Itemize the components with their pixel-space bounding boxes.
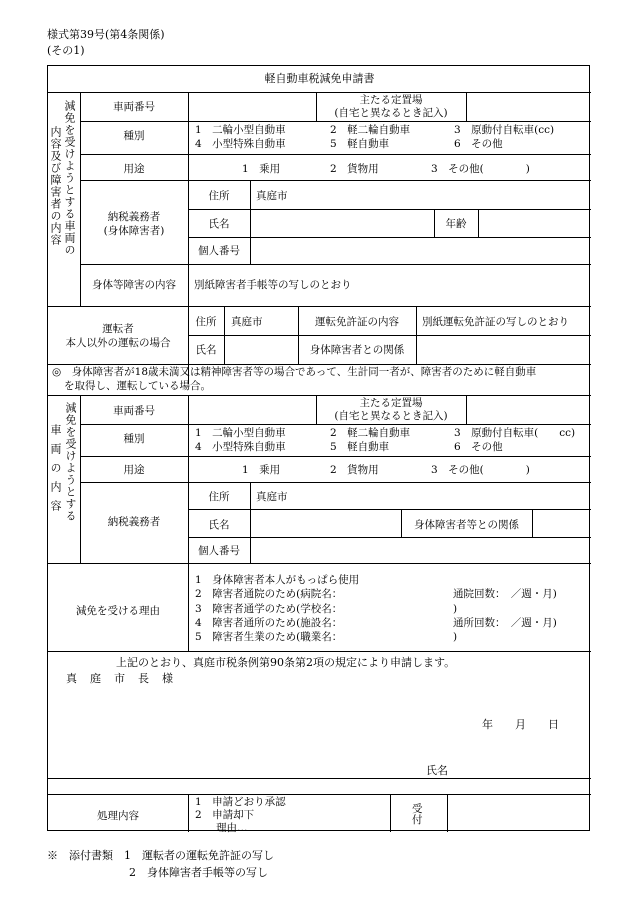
- sec2-type-6: 6 その他: [454, 441, 503, 453]
- processing-item-3: 理由…: [195, 822, 248, 834]
- sec2-id-number-label: 個人番号: [198, 545, 240, 557]
- sec2-type-5: 5 軽自動車: [330, 441, 390, 453]
- reason-item-4: 4 障害者通所のため(施設名：: [195, 617, 343, 629]
- reason-item-5: 5 障害者生業のため(職業名：: [195, 631, 343, 643]
- mayor-address: 真 庭 市 長 様: [66, 672, 174, 685]
- sec2-type-label: 種別: [123, 433, 145, 445]
- sec2-name-label: 氏名: [208, 519, 230, 531]
- sec2-parking-label: 主たる定置場: [359, 397, 423, 409]
- application-date: 年 月 日: [482, 718, 559, 731]
- sec1-type-6: 6 その他: [454, 138, 503, 150]
- sec1-taxpayer-note: (身体障害者): [103, 225, 165, 237]
- attachments-line-1: ※ 添付書類 1 運転者の運転免許証の写し: [47, 849, 274, 862]
- declaration-text: 上記のとおり、真庭市税条例第90条第2項の規定により申請します。: [116, 656, 456, 669]
- sec2-relation-label: 身体障害者等との関係: [414, 519, 519, 531]
- processing-item-1: 1 申請どおり承認: [195, 796, 286, 808]
- reason-item-2: 2 障害者通院のため(病院名：: [195, 588, 343, 600]
- driver-label-1: 運転者: [102, 323, 134, 335]
- sec1-use-3: 3 その他( ): [431, 163, 530, 175]
- sec2-use-1: 1 乗用: [242, 464, 281, 476]
- sec1-vehicle-number-label: 車両番号: [113, 101, 155, 113]
- sec1-use-label: 用途: [123, 163, 145, 175]
- sec1-parking-note: (自宅と異なるとき記入): [334, 107, 448, 119]
- sec1-type-1: 1 二輪小型自動車: [195, 124, 286, 136]
- sec2-use-3: 3 その他( ): [431, 464, 530, 476]
- sec2-type-1: 1 二輪小型自動車: [195, 427, 286, 439]
- attachments-line-2: 2 身体障害者手帳等の写し: [129, 866, 268, 879]
- sec1-taxpayer-label: 納税義務者: [107, 211, 161, 223]
- reason-tail-3: ): [453, 603, 458, 615]
- sec1-parking-label: 主たる定置場: [359, 94, 423, 106]
- form-title: 軽自動車税減免申請書: [264, 72, 375, 85]
- driver-license-label: 運転免許証の内容: [315, 316, 399, 328]
- sec1-age-label: 年齢: [445, 218, 467, 230]
- driver-address-label: 住所: [195, 316, 217, 328]
- sec2-use-label: 用途: [123, 464, 145, 476]
- reason-tail-5: ): [453, 631, 458, 643]
- sec1-id-number-label: 個人番号: [198, 245, 240, 257]
- reason-item-3: 3 障害者通学のため(学校名：: [195, 603, 343, 615]
- receipt-label: 受付: [412, 803, 424, 826]
- sec1-name-label: 氏名: [208, 218, 230, 230]
- driver-address-value: 真庭市: [231, 316, 263, 328]
- sec1-type-3: 3 原動付自転車(cc): [454, 124, 555, 136]
- sec2-side-label-a: 車両の内容: [49, 424, 62, 519]
- notice-line-1: ◎ 身体障害者が18歳未満又は精神障害者等の場合であって、生計同一者が、障害者のために軽自動車: [52, 366, 537, 378]
- sec1-disability-label: 身体等障害の内容: [92, 279, 176, 291]
- sec2-parking-note: (自宅と異なるとき記入): [334, 410, 448, 422]
- sec1-side-label-2: 内容及び障害者の内容: [49, 126, 62, 246]
- sec1-use-1: 1 乗用: [242, 163, 281, 175]
- driver-relation-label: 身体障害者との関係: [309, 344, 405, 356]
- sec1-type-2: 2 軽二輪自動車: [330, 124, 411, 136]
- sec1-type-label: 種別: [123, 130, 145, 142]
- driver-name-label: 氏名: [195, 344, 217, 356]
- sec2-type-4: 4 小型特殊自動車: [195, 441, 286, 453]
- sec2-taxpayer-label: 納税義務者: [107, 516, 161, 528]
- form-subtitle: (その1): [47, 44, 85, 57]
- driver-license-value: 別紙運転免許証の写しのとおり: [422, 316, 569, 328]
- application-form: [47, 65, 590, 834]
- sec2-vehicle-number-label: 車両番号: [113, 405, 155, 417]
- sec1-use-2: 2 貨物用: [330, 163, 379, 175]
- sec1-type-5: 5 軽自動車: [330, 138, 390, 150]
- sec1-address-value: 真庭市: [256, 190, 288, 202]
- reason-tail-2: 通院回数： ／週・月): [453, 588, 557, 600]
- sec1-side-label-1: 減免を受けようとする車両の: [63, 100, 76, 256]
- processing-item-2: 2 申請却下: [195, 809, 255, 821]
- reason-item-1: 1 身体障害者本人がもっぱら使用: [195, 574, 360, 586]
- sec1-address-label: 住所: [208, 190, 230, 202]
- notice-line-2: を取得し、運転している場合。: [64, 380, 211, 392]
- applicant-name-label: 氏名: [426, 764, 448, 777]
- sec1-type-4: 4 小型特殊自動車: [195, 138, 286, 150]
- sec2-address-value: 真庭市: [256, 491, 288, 503]
- sec1-disability-value: 別紙障害者手帳等の写しのとおり: [194, 279, 352, 291]
- sec2-use-2: 2 貨物用: [330, 464, 379, 476]
- sec2-type-2: 2 軽二輪自動車: [330, 427, 411, 439]
- sec2-type-3: 3 原動付自転車( cc): [454, 427, 576, 439]
- reason-label: 減免を受ける理由: [76, 605, 160, 617]
- form-number: 様式第39号(第4条関係): [47, 28, 165, 41]
- driver-label-2: 本人以外の運転の場合: [65, 337, 171, 349]
- sec2-address-label: 住所: [208, 491, 230, 503]
- processing-label: 処理内容: [97, 810, 139, 822]
- sec2-side-label-b: 減免を受けようとする: [64, 402, 77, 522]
- reason-tail-4: 通所回数： ／週・月): [453, 617, 557, 629]
